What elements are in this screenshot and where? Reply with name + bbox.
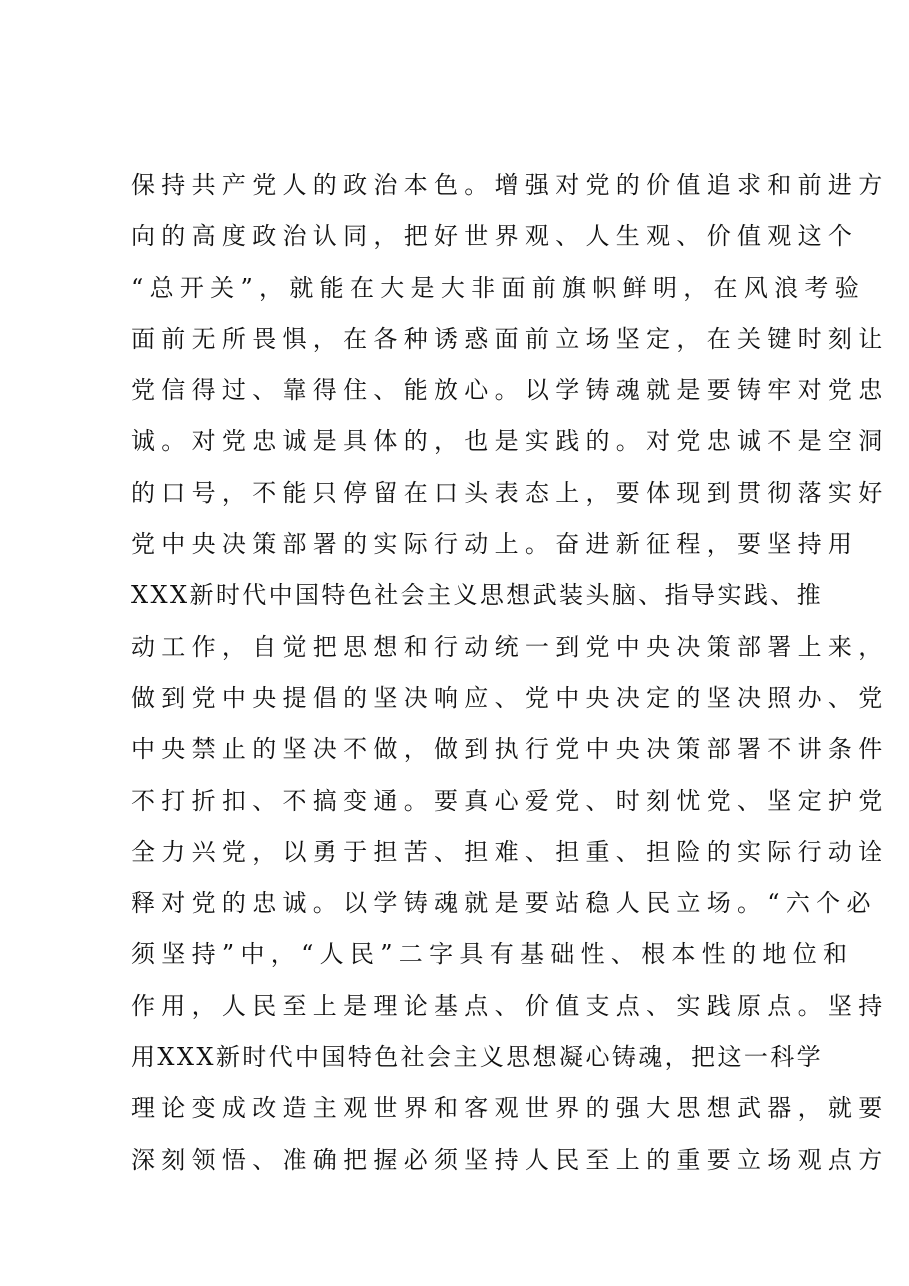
text-line: 用XXX新时代中国特色社会主义思想凝心铸魂，把这一科学	[131, 1043, 824, 1072]
text-line: 诚。对党忠诚是具体的，也是实践的。对党忠诚不是空洞	[131, 427, 889, 456]
text-line: 向的高度政治认同，把好世界观、人生观、价值观这个	[131, 222, 859, 251]
text-line: 党信得过、靠得住、能放心。以学铸魂就是要铸牢对党忠	[131, 376, 889, 405]
body-text	[131, 160, 889, 1186]
text-line: 动工作，自觉把思想和行动统一到党中央决策部署上来，	[131, 632, 889, 661]
text-line: 做到党中央提倡的坚决响应、党中央决定的坚决照办、党	[131, 683, 889, 712]
text-line: XXX新时代中国特色社会主义思想武装头脑、指导实践、推	[131, 581, 824, 610]
text-line: 的口号，不能只停留在口头表态上，要体现到贯彻落实好	[131, 478, 889, 507]
text-line: 党中央决策部署的实际行动上。奋进新征程，要坚持用	[131, 530, 859, 559]
text-line: 须坚持”中，“人民”二字具有基础性、根本性的地位和	[131, 940, 854, 969]
text-line: 释对党的忠诚。以学铸魂就是要站稳人民立场。“六个必	[131, 889, 877, 918]
text-line: 面前无所畏惧，在各种诱惑面前立场坚定，在关键时刻让	[131, 324, 889, 353]
text-line: 作用，人民至上是理论基点、价值支点、实践原点。坚持	[131, 991, 889, 1020]
text-line: 全力兴党，以勇于担苦、担难、担重、担险的实际行动诠	[131, 837, 889, 866]
text-line: 深刻领悟、准确把握必须坚持人民至上的重要立场观点方	[131, 1145, 889, 1174]
text-line: “总开关”，就能在大是大非面前旗帜鲜明，在风浪考验	[131, 273, 866, 302]
text-line: 中央禁止的坚决不做，做到执行党中央决策部署不讲条件	[131, 735, 889, 764]
text-line: 不打折扣、不搞变通。要真心爱党、时刻忧党、坚定护党	[131, 786, 889, 815]
text-line: 理论变成改造主观世界和客观世界的强大思想武器，就要	[131, 1094, 889, 1123]
text-line: 保持共产党人的政治本色。增强对党的价值追求和前进方	[131, 171, 889, 199]
